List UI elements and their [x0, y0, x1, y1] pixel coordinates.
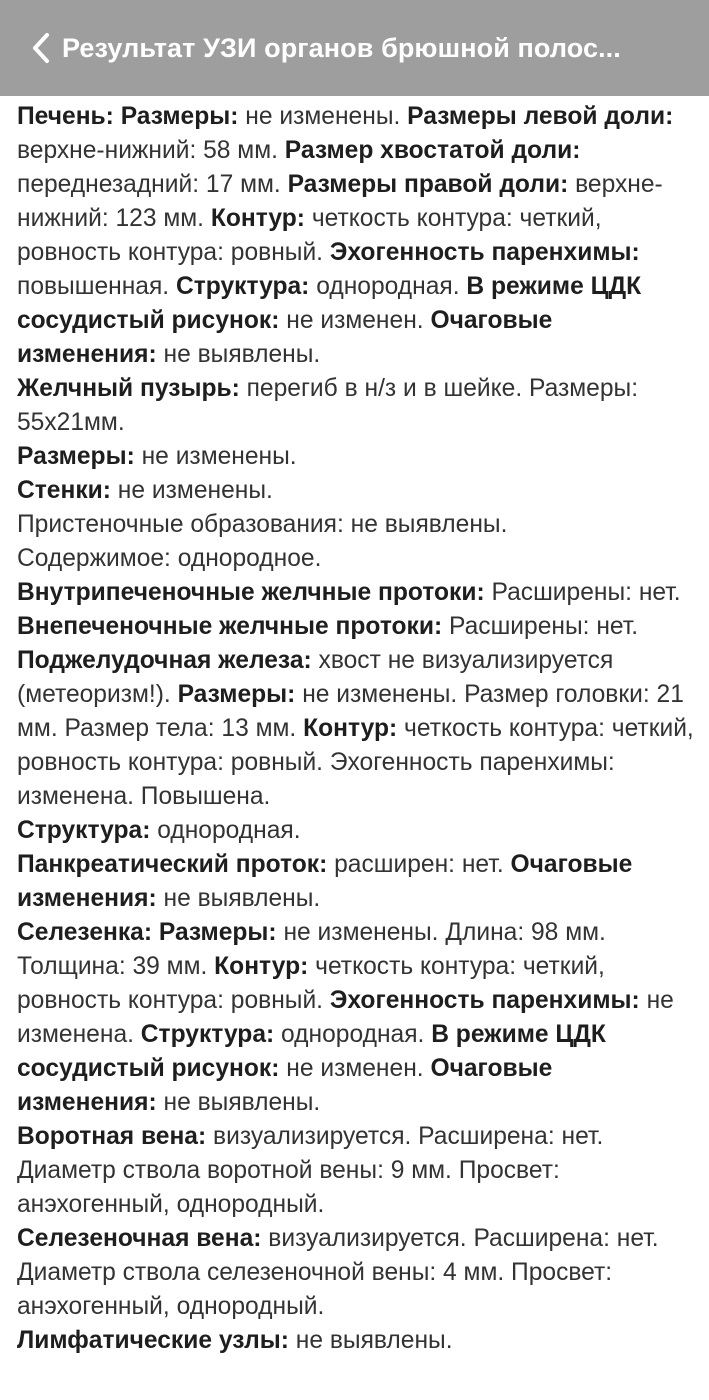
value: не выявлены. — [156, 885, 321, 912]
value: четкость контура: четкий, ровность контура: ровный. — [17, 953, 605, 1014]
app-header — [0, 0, 709, 96]
gallbladder-section — [17, 372, 697, 440]
portal-vein-section — [17, 1120, 697, 1222]
intrahepatic-ducts — [17, 576, 697, 610]
value: визуализируется. Расширена: нет. Диаметр ствола воротной вены: 9 мм. Просвет: анэхогенный, однородный. — [17, 1123, 604, 1218]
value: переднезадний: 17 мм. — [17, 171, 288, 198]
value: однородная. — [150, 817, 301, 844]
value: визуализируется. Расширена: нет. Диаметр ствола селезеночной вены: 4 мм. Просвет: анэхогенный, однородный. — [17, 1225, 659, 1320]
value: четкость контура: четкий, ровность контура: ровный. Эхогенность паренхимы: изменена. Повышена. — [17, 715, 694, 810]
label: Размеры правой доли: — [287, 171, 569, 198]
label: Структура: — [140, 1021, 275, 1048]
label: Селезенка: Размеры: — [17, 919, 277, 946]
chevron-left-icon — [31, 32, 51, 64]
value: Расширены: нет. — [442, 613, 639, 640]
label: Контур: — [303, 715, 398, 742]
value: не выявлены. — [288, 1327, 453, 1354]
label: Желчный пузырь: — [17, 375, 240, 402]
label: Очаговые изменения: — [17, 1055, 553, 1116]
label: Стенки: — [17, 477, 111, 504]
pancreas-structure — [17, 814, 697, 848]
label: Печень: Размеры: — [17, 103, 239, 130]
value: хвост не визуализируется (метеоризм!). — [17, 647, 614, 708]
splenic-vein-section — [17, 1222, 697, 1324]
value: не изменена. — [17, 987, 674, 1048]
value: верхне-нижний: 123 мм. — [17, 171, 663, 232]
value: Расширены: нет. — [484, 579, 681, 606]
value: однородная. — [274, 1021, 432, 1048]
value: не изменен. — [279, 1055, 431, 1082]
value: не изменены. — [134, 443, 297, 470]
label: В режиме ЦДК сосудистый рисунок: — [17, 273, 642, 334]
label: Структура: — [17, 817, 151, 844]
back-button[interactable] — [26, 28, 56, 68]
value: не выявлены. — [156, 1089, 321, 1116]
label: В режиме ЦДК сосудистый рисунок: — [17, 1021, 606, 1082]
label: Контур: — [210, 205, 305, 232]
gallbladder-walls — [17, 474, 697, 508]
value: Пристеночные образования: не выявлены. — [17, 511, 508, 538]
label: Панкреатический проток: — [17, 851, 328, 878]
label: Размер хвостатой доли: — [284, 137, 581, 164]
value: не изменен. — [279, 307, 431, 334]
value: не изменены. — [110, 477, 273, 504]
page-title: Результат УЗИ органов брюшной полос... — [62, 32, 621, 63]
gallbladder-size — [17, 440, 697, 474]
value: расширен: нет. — [327, 851, 511, 878]
label: Структура: — [175, 273, 310, 300]
liver-section — [17, 100, 697, 372]
pancreas-section — [17, 644, 697, 814]
label: Очаговые изменения: — [17, 851, 633, 912]
label: Размеры левой доли: — [407, 103, 674, 130]
label: Контур: — [214, 953, 309, 980]
value: однородная. — [309, 273, 467, 300]
value: перегиб в н/з и в шейке. Размеры: 55x21мм. — [17, 375, 639, 436]
value: повышенная. — [17, 273, 176, 300]
value: четкость контура: четкий, ровность контура: ровный. — [17, 205, 602, 266]
value: верхне-нижний: 58 мм. — [17, 137, 285, 164]
label: Очаговые изменения: — [17, 307, 553, 368]
label: Внепеченочные желчные протоки: — [17, 613, 443, 640]
label: Размеры: — [177, 681, 296, 708]
label: Воротная вена: — [17, 1123, 207, 1150]
label: Эхогенность паренхимы: — [329, 987, 640, 1014]
value: не выявлены. — [156, 341, 321, 368]
extrahepatic-ducts — [17, 610, 697, 644]
value: не изменены. Размер головки: 21 мм. Размер тела: 13 мм. — [17, 681, 684, 742]
value: Содержимое: однородное. — [17, 545, 322, 572]
value: не изменены. — [238, 103, 408, 130]
pancreatic-duct — [17, 848, 697, 916]
label: Поджелудочная железа: — [17, 647, 312, 674]
label: Внутрипеченочные желчные протоки: — [17, 579, 485, 606]
gallbladder-contents — [17, 542, 697, 576]
lymph-nodes-section — [17, 1324, 697, 1358]
label: Эхогенность паренхимы: — [329, 239, 640, 266]
label: Селезеночная вена: — [17, 1225, 262, 1252]
label: Размеры: — [17, 443, 135, 470]
gallbladder-wall-formations — [17, 508, 697, 542]
report-body — [17, 100, 697, 1358]
label: Лимфатические узлы: — [17, 1327, 289, 1354]
spleen-section — [17, 916, 697, 1120]
value: не изменены. Длина: 98 мм. Толщина: 39 мм. — [17, 919, 606, 980]
